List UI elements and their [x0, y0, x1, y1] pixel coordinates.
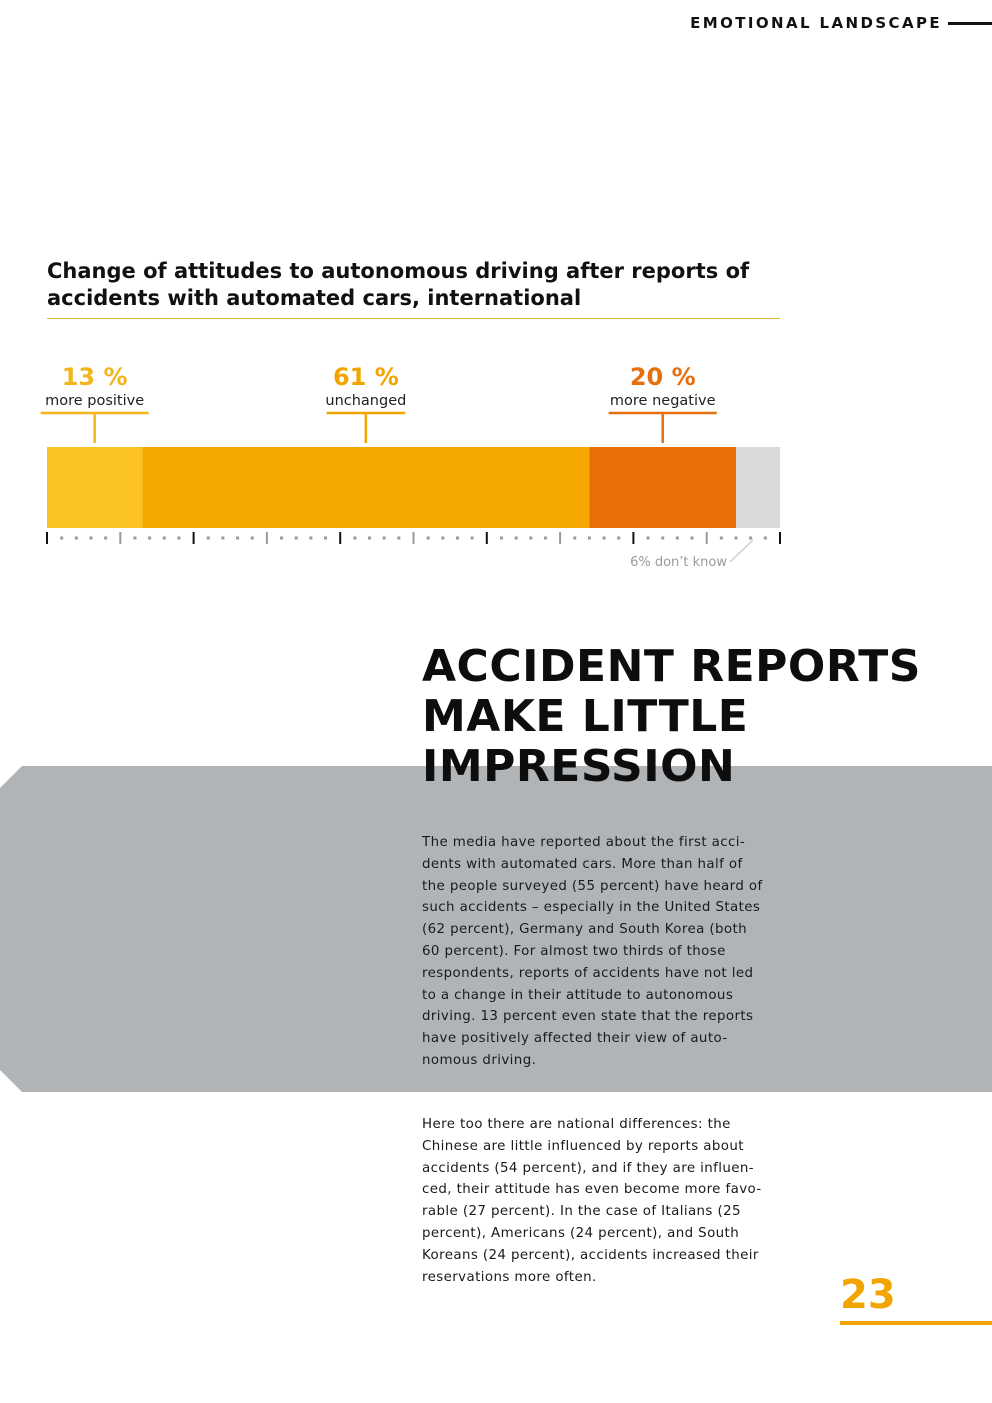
axis-minor-tick	[500, 537, 503, 540]
text-line: Koreans (24 percent), accidents increased their	[422, 1247, 759, 1263]
axis-minor-tick	[163, 537, 166, 540]
data-label-more-positive: 13 %	[61, 363, 128, 391]
text-line: accidents (54 percent), and if they are influen-	[422, 1160, 754, 1176]
axis-minor-tick	[661, 537, 664, 540]
axis-minor-tick	[207, 537, 210, 540]
data-label-don-t-know: 6% don’t know	[630, 555, 728, 570]
text-line: have positively affected their view of auto-	[422, 1031, 728, 1047]
text-line: such accidents – especially in the United States	[422, 900, 761, 916]
axis-minor-tick	[735, 537, 738, 540]
axis-minor-tick	[383, 537, 386, 540]
body-paragraph-1	[422, 832, 762, 1072]
axis-minor-tick	[471, 537, 474, 540]
axis-minor-tick	[427, 537, 430, 540]
axis-minor-tick	[691, 537, 694, 540]
axis-minor-tick	[280, 537, 283, 540]
callout-stem-don-t-know	[730, 540, 753, 562]
page-number-rule	[840, 1321, 992, 1325]
title-rule	[47, 318, 780, 319]
chart-title-line-2: accidents with automated cars, international	[47, 286, 582, 310]
axis-minor-tick	[177, 537, 180, 540]
axis-minor-tick	[720, 537, 723, 540]
headline-line-3: IMPRESSION	[422, 741, 736, 792]
category-label-unchanged: unchanged	[325, 393, 407, 409]
text-line: dents with automated cars. More than half of	[422, 856, 743, 872]
axis-minor-tick	[353, 537, 356, 540]
axis-minor-tick	[529, 537, 532, 540]
axis-minor-tick	[544, 537, 547, 540]
axis-minor-tick	[309, 537, 312, 540]
text-line: Chinese are little influenced by reports about	[422, 1138, 744, 1154]
chart-title-line-1: Change of attitudes to autonomous driving after reports of	[47, 259, 750, 283]
axis-minor-tick	[441, 537, 444, 540]
axis-minor-tick	[573, 537, 576, 540]
bar-segment-more-positive	[47, 447, 142, 528]
axis-minor-tick	[133, 537, 136, 540]
axis-minor-tick	[251, 537, 254, 540]
text-line: The media have reported about the first acci-	[422, 835, 746, 850]
page-number: 23	[840, 1272, 896, 1318]
axis-minor-tick	[456, 537, 459, 540]
text-line: 60 percent). For almost two thirds of those	[422, 943, 726, 959]
axis-minor-tick	[89, 537, 92, 540]
axis-minor-tick	[368, 537, 371, 540]
data-label-unchanged: 61 %	[332, 363, 399, 391]
section-rule	[948, 22, 992, 25]
axis-minor-tick	[617, 537, 620, 540]
text-line: driving. 13 percent even state that the reports	[422, 1009, 754, 1025]
axis-minor-tick	[603, 537, 606, 540]
axis-minor-tick	[764, 537, 767, 540]
bar-segment-unchanged	[142, 447, 589, 528]
axis-minor-tick	[588, 537, 591, 540]
stacked-bar-chart	[0, 355, 992, 585]
axis-minor-tick	[295, 537, 298, 540]
axis-minor-tick	[324, 537, 327, 540]
bar-segment-more-negative	[589, 447, 736, 528]
text-line: Here too there are national differences: the	[422, 1117, 731, 1132]
axis-minor-tick	[75, 537, 78, 540]
data-label-more-negative: 20 %	[629, 363, 696, 391]
category-label-more-positive: more positive	[45, 393, 145, 409]
bar-segment-don-t-know	[736, 447, 780, 528]
text-line: nomous driving.	[422, 1052, 537, 1068]
text-line: reservations more often.	[422, 1269, 597, 1285]
axis-minor-tick	[104, 537, 107, 540]
headline-line-2: MAKE LITTLE	[422, 691, 749, 742]
body-paragraph-2	[422, 1114, 762, 1288]
axis-minor-tick	[60, 537, 63, 540]
chart-title	[47, 258, 767, 312]
text-line: ced, their attitude has even become more favo-	[422, 1182, 762, 1198]
axis-minor-tick	[236, 537, 239, 540]
axis-minor-tick	[515, 537, 518, 540]
text-line: respondents, reports of accidents have not led	[422, 965, 754, 981]
text-line: (62 percent), Germany and South Korea (both	[422, 922, 748, 938]
axis-minor-tick	[647, 537, 650, 540]
axis-minor-tick	[676, 537, 679, 540]
text-line: percent), Americans (24 percent), and South	[422, 1225, 740, 1241]
axis-minor-tick	[397, 537, 400, 540]
axis-minor-tick	[749, 537, 752, 540]
axis-minor-tick	[148, 537, 151, 540]
text-line: the people surveyed (55 percent) have heard of	[422, 878, 763, 894]
text-line: to a change in their attitude to autonomous	[422, 987, 734, 1003]
headline-line-1: ACCIDENT REPORTS	[422, 641, 921, 692]
category-label-more-negative: more negative	[609, 393, 716, 409]
section-title: EMOTIONAL LANDSCAPE	[690, 14, 942, 32]
text-line: rable (27 percent). In the case of Italians (25	[422, 1204, 741, 1220]
headline	[422, 642, 942, 792]
axis-minor-tick	[221, 537, 224, 540]
